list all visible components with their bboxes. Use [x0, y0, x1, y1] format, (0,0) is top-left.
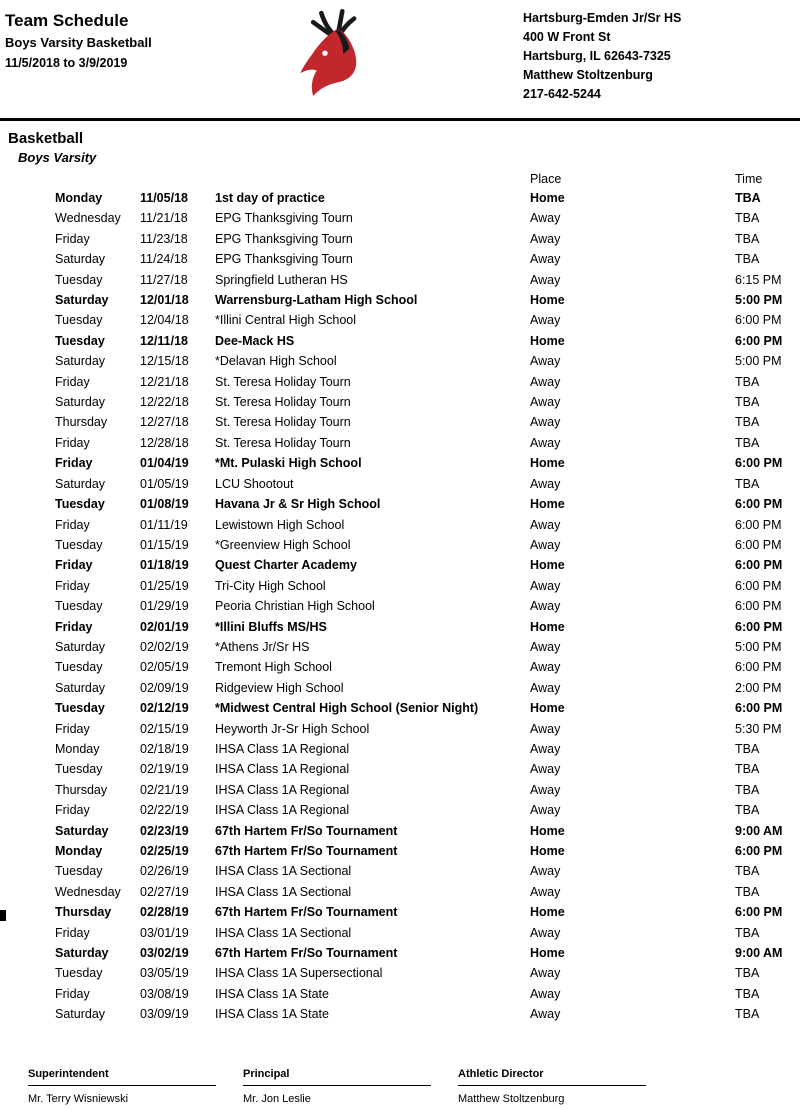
cell-place: Away — [530, 925, 561, 940]
cell-event: *Illini Bluffs MS/HS — [215, 619, 327, 634]
cell-date: 02/22/19 — [140, 803, 189, 818]
cell-place: Away — [530, 680, 561, 695]
cell-time: 6:00 PM — [735, 456, 783, 471]
schedule-row — [55, 841, 795, 861]
cell-place: Away — [530, 435, 561, 450]
schedule-row — [55, 433, 795, 453]
cell-time: 6:00 PM — [735, 497, 783, 512]
cell-day: Friday — [55, 231, 90, 246]
cell-event: Tri-City High School — [215, 578, 326, 593]
cell-day: Friday — [55, 578, 90, 593]
cell-time: TBA — [735, 476, 760, 491]
cell-day: Tuesday — [55, 966, 103, 981]
cell-date: 11/05/18 — [140, 191, 188, 205]
cell-event: IHSA Class 1A Regional — [215, 741, 350, 756]
cell-place: Home — [530, 191, 565, 205]
cell-date: 02/19/19 — [140, 762, 189, 777]
cell-event: *Delavan High School — [215, 354, 337, 369]
cell-event: *Illini Central High School — [215, 313, 357, 328]
cell-time: TBA — [735, 374, 760, 389]
cell-day: Saturday — [55, 823, 109, 838]
cell-time: 6:15 PM — [735, 272, 782, 287]
season-date-range: 11/5/2018 to 3/9/2019 — [5, 56, 128, 70]
cell-time: TBA — [735, 741, 760, 756]
schedule-row — [55, 861, 795, 881]
cell-event: Springfield Lutheran HS — [215, 272, 348, 287]
team-level: Boys Varsity — [18, 150, 97, 165]
cell-day: Tuesday — [55, 272, 103, 287]
cell-day: Saturday — [55, 946, 109, 961]
cell-place: Home — [530, 497, 565, 512]
schedule-row — [55, 719, 795, 739]
cell-date: 11/24/18 — [140, 252, 188, 267]
cell-place: Home — [530, 823, 565, 838]
cell-place: Away — [530, 966, 561, 981]
cell-place: Away — [530, 741, 561, 756]
cell-time: TBA — [735, 884, 760, 899]
schedule-row — [55, 555, 795, 575]
cell-date: 03/01/19 — [140, 925, 189, 940]
cell-event: EPG Thanksgiving Tourn — [215, 211, 353, 226]
schedule-row — [55, 453, 795, 473]
schedule-row — [55, 351, 795, 371]
schedule-row — [55, 515, 795, 535]
cell-event: *Mt. Pulaski High School — [215, 456, 362, 471]
cell-time: 6:00 PM — [735, 537, 782, 552]
cell-event: EPG Thanksgiving Tourn — [215, 231, 353, 246]
schedule-row — [55, 290, 795, 310]
cell-time: 6:00 PM — [735, 313, 782, 328]
cell-place: Away — [530, 537, 561, 552]
cell-date: 01/05/19 — [140, 476, 189, 491]
cell-date: 12/04/18 — [140, 313, 189, 328]
schedule-row — [55, 331, 795, 351]
cell-date: 02/05/19 — [140, 660, 189, 675]
contact-phone: 217-642-5244 — [523, 87, 601, 101]
schedule-row — [55, 208, 795, 228]
cell-event: Warrensburg-Latham High School — [215, 293, 418, 308]
schedule-row — [55, 310, 795, 330]
cell-place: Away — [530, 1007, 561, 1022]
cell-event: IHSA Class 1A Sectional — [215, 864, 352, 879]
cell-event: 67th Hartem Fr/So Tournament — [215, 844, 398, 858]
cell-date: 12/21/18 — [140, 374, 189, 389]
page-header — [0, 0, 800, 118]
cell-day: Tuesday — [55, 864, 103, 879]
cell-event: IHSA Class 1A Sectional — [215, 884, 352, 899]
cell-date: 01/08/19 — [140, 497, 189, 512]
cell-date: 02/12/19 — [140, 701, 189, 716]
cell-date: 01/29/19 — [140, 599, 189, 614]
header-divider — [0, 118, 800, 121]
schedule-row — [55, 596, 795, 616]
schedule-row — [55, 923, 795, 943]
cell-event: Quest Charter Academy — [215, 558, 357, 573]
report-title: Team Schedule — [5, 11, 129, 30]
cell-day: Friday — [55, 456, 93, 471]
cell-time: TBA — [735, 986, 760, 1001]
cell-day: Tuesday — [55, 599, 103, 614]
schedule-row — [55, 270, 795, 290]
cell-event: 67th Hartem Fr/So Tournament — [215, 905, 398, 920]
cell-event: Heyworth Jr-Sr High School — [215, 721, 370, 736]
cell-time: 6:00 PM — [735, 905, 783, 920]
cell-day: Thursday — [55, 905, 112, 920]
cell-event: 1st day of practice — [215, 191, 325, 205]
cell-event: IHSA Class 1A State — [215, 986, 329, 1001]
cell-date: 03/08/19 — [140, 986, 189, 1001]
signatory-title: Athletic Director — [458, 1068, 646, 1086]
cell-place: Away — [530, 374, 561, 389]
cell-date: 11/27/18 — [140, 272, 188, 287]
cell-time: TBA — [735, 231, 760, 246]
cell-time: 6:00 PM — [735, 844, 783, 858]
cell-date: 12/11/18 — [140, 333, 188, 348]
cell-day: Friday — [55, 986, 90, 1001]
schedule-row — [55, 637, 795, 657]
cell-day: Saturday — [55, 354, 106, 369]
cell-event: *Athens Jr/Sr HS — [215, 639, 310, 654]
cell-event: 67th Hartem Fr/So Tournament — [215, 823, 398, 838]
cell-place: Away — [530, 476, 561, 491]
cell-day: Tuesday — [55, 497, 105, 512]
cell-day: Tuesday — [55, 537, 103, 552]
cell-time: 5:00 PM — [735, 293, 783, 308]
cell-place: Home — [530, 905, 565, 920]
signatory-title: Superintendent — [28, 1068, 216, 1086]
cell-event: Ridgeview High School — [215, 680, 344, 695]
cell-day: Saturday — [55, 680, 106, 695]
schedule-row — [55, 188, 795, 208]
cell-event: IHSA Class 1A Supersectional — [215, 966, 383, 981]
cell-date: 02/15/19 — [140, 721, 189, 736]
cell-day: Saturday — [55, 1007, 106, 1022]
signatory-name: Mr. Terry Wisniewski — [28, 1093, 129, 1105]
cell-time: 6:00 PM — [735, 578, 782, 593]
cell-event: St. Teresa Holiday Tourn — [215, 374, 351, 389]
signatory-block — [243, 1068, 431, 1105]
cell-date: 03/05/19 — [140, 966, 189, 981]
cell-place: Away — [530, 252, 561, 267]
schedule-row — [55, 963, 795, 983]
stag-mascot-logo — [290, 7, 380, 118]
cell-date: 02/28/19 — [140, 905, 189, 920]
cell-day: Tuesday — [55, 333, 105, 348]
cell-date: 02/27/19 — [140, 884, 189, 899]
cell-day: Friday — [55, 803, 90, 818]
cell-event: IHSA Class 1A Regional — [215, 782, 350, 797]
schedule-row — [55, 1004, 795, 1024]
cell-time: TBA — [735, 415, 760, 430]
cell-time: 6:00 PM — [735, 660, 782, 675]
cell-day: Monday — [55, 191, 103, 205]
cell-date: 01/04/19 — [140, 456, 189, 471]
schedule-row — [55, 943, 795, 963]
cell-day: Monday — [55, 844, 103, 858]
date-column-header — [140, 171, 215, 188]
cell-event: IHSA Class 1A Sectional — [215, 925, 352, 940]
signatory-name: Mr. Jon Leslie — [243, 1093, 311, 1105]
cell-date: 12/27/18 — [140, 415, 189, 430]
cell-place: Home — [530, 333, 565, 348]
cell-place: Away — [530, 884, 561, 899]
event-column-header — [215, 171, 530, 188]
signatory-title: Principal — [243, 1068, 431, 1086]
schedule-row — [55, 739, 795, 759]
cell-date: 02/26/19 — [140, 864, 189, 879]
cell-time: 6:00 PM — [735, 558, 783, 573]
cell-place: Away — [530, 395, 561, 410]
schedule-row — [55, 392, 795, 412]
cell-event: Havana Jr & Sr High School — [215, 497, 381, 512]
school-name: Hartsburg-Emden Jr/Sr HS — [523, 11, 682, 25]
cell-place: Home — [530, 456, 565, 471]
cell-place: Away — [530, 272, 561, 287]
cell-day: Friday — [55, 517, 90, 532]
cell-time: TBA — [735, 925, 760, 940]
schedule-header-row — [55, 171, 795, 188]
signatory-name: Matthew Stoltzenburg — [458, 1093, 565, 1105]
cell-day: Tuesday — [55, 313, 103, 328]
cell-date: 11/21/18 — [140, 211, 188, 226]
cell-date: 02/09/19 — [140, 680, 189, 695]
cell-place: Away — [530, 639, 561, 654]
cell-place: Away — [530, 578, 561, 593]
cell-event: Peoria Christian High School — [215, 599, 375, 614]
signatory-block — [458, 1068, 646, 1105]
school-address-line2: Hartsburg, IL 62643-7325 — [523, 49, 671, 63]
cell-time: 6:00 PM — [735, 619, 783, 634]
cell-time: 6:00 PM — [735, 599, 782, 614]
cell-day: Friday — [55, 619, 93, 634]
cell-place: Away — [530, 986, 561, 1001]
schedule-row — [55, 984, 795, 1004]
schedule-body — [55, 188, 795, 1025]
cell-place: Away — [530, 782, 561, 797]
cell-place: Away — [530, 415, 561, 430]
cell-place: Away — [530, 354, 561, 369]
cell-time: TBA — [735, 864, 760, 879]
cell-date: 01/15/19 — [140, 537, 189, 552]
cell-day: Thursday — [55, 415, 108, 430]
cell-place: Home — [530, 293, 565, 308]
schedule-row — [55, 494, 795, 514]
cell-time: 5:00 PM — [735, 639, 782, 654]
cell-event: Dee-Mack HS — [215, 333, 295, 348]
cell-day: Friday — [55, 374, 90, 389]
cell-event: EPG Thanksgiving Tourn — [215, 252, 353, 267]
cell-place: Away — [530, 721, 561, 736]
schedule-row — [55, 229, 795, 249]
cell-day: Wednesday — [55, 884, 121, 899]
cell-date: 11/23/18 — [140, 231, 188, 246]
schedule-row — [55, 882, 795, 902]
cell-time: 6:00 PM — [735, 517, 782, 532]
schedule-row — [55, 576, 795, 596]
cell-day: Friday — [55, 435, 90, 450]
schedule-row — [55, 902, 795, 922]
time-column-header: Time — [735, 172, 763, 186]
cell-event: Tremont High School — [215, 660, 332, 675]
cell-day: Monday — [55, 741, 100, 756]
cell-time: TBA — [735, 395, 760, 410]
cell-place: Home — [530, 946, 565, 961]
cell-time: TBA — [735, 211, 760, 226]
cell-time: TBA — [735, 803, 760, 818]
signatory-block — [28, 1068, 216, 1105]
cell-time: TBA — [735, 252, 760, 267]
cell-date: 01/11/19 — [140, 517, 188, 532]
cell-event: *Midwest Central High School (Senior Night) — [215, 701, 479, 716]
cell-day: Friday — [55, 558, 93, 573]
place-column-header: Place — [530, 172, 562, 186]
cell-place: Away — [530, 599, 561, 614]
schedule-row — [55, 249, 795, 269]
cell-event: *Greenview High School — [215, 537, 351, 552]
cell-day: Tuesday — [55, 660, 103, 675]
cell-date: 01/18/19 — [140, 558, 189, 573]
cell-place: Home — [530, 619, 565, 634]
schedule-row — [55, 780, 795, 800]
cell-day: Saturday — [55, 395, 106, 410]
cell-day: Saturday — [55, 252, 106, 267]
cell-date: 03/02/19 — [140, 946, 189, 961]
schedule-row — [55, 698, 795, 718]
team-name: Boys Varsity Basketball — [5, 35, 152, 50]
day-column-header — [55, 171, 140, 188]
cell-place: Away — [530, 864, 561, 879]
cell-day: Thursday — [55, 782, 108, 797]
cell-place: Home — [530, 844, 565, 858]
cell-place: Home — [530, 701, 565, 716]
cell-time: TBA — [735, 762, 760, 777]
cell-place: Away — [530, 517, 561, 532]
cell-date: 12/28/18 — [140, 435, 189, 450]
cell-time: TBA — [735, 435, 760, 450]
schedule-row — [55, 821, 795, 841]
cell-day: Saturday — [55, 639, 106, 654]
cell-day: Friday — [55, 721, 90, 736]
cell-event: IHSA Class 1A Regional — [215, 762, 350, 777]
cell-day: Saturday — [55, 476, 106, 491]
schedule-row — [55, 657, 795, 677]
cell-date: 02/25/19 — [140, 844, 189, 858]
school-address-line1: 400 W Front St — [523, 30, 611, 44]
cell-time: 6:00 PM — [735, 701, 783, 716]
cell-place: Away — [530, 313, 561, 328]
cell-day: Wednesday — [55, 211, 121, 226]
schedule-row — [55, 759, 795, 779]
cell-day: Tuesday — [55, 762, 103, 777]
cell-time: TBA — [735, 1007, 760, 1022]
cell-event: St. Teresa Holiday Tourn — [215, 415, 351, 430]
schedule-table — [55, 171, 795, 1025]
cell-time: 9:00 AM — [735, 946, 783, 961]
contact-name: Matthew Stoltzenburg — [523, 68, 653, 82]
sport-section — [0, 129, 800, 166]
cell-time: 6:00 PM — [735, 333, 783, 348]
cell-date: 01/25/19 — [140, 578, 189, 593]
schedule-row — [55, 800, 795, 820]
cell-event: IHSA Class 1A State — [215, 1007, 329, 1022]
cell-place: Away — [530, 803, 561, 818]
cell-date: 03/09/19 — [140, 1007, 189, 1022]
scan-artifact — [0, 910, 6, 921]
cell-event: Lewistown High School — [215, 517, 345, 532]
cell-place: Away — [530, 231, 561, 246]
cell-time: 2:00 PM — [735, 680, 782, 695]
cell-date: 12/22/18 — [140, 395, 189, 410]
cell-place: Away — [530, 211, 561, 226]
schedule-row — [55, 617, 795, 637]
schedule-row — [55, 474, 795, 494]
cell-time: 5:30 PM — [735, 721, 782, 736]
cell-time: TBA — [735, 966, 760, 981]
cell-time: 5:00 PM — [735, 354, 782, 369]
cell-date: 02/18/19 — [140, 741, 189, 756]
cell-time: 9:00 AM — [735, 823, 783, 838]
cell-event: St. Teresa Holiday Tourn — [215, 395, 351, 410]
schedule-row — [55, 535, 795, 555]
sport-title: Basketball — [8, 130, 84, 147]
cell-place: Home — [530, 558, 565, 573]
cell-date: 12/01/18 — [140, 293, 189, 308]
schedule-row — [55, 678, 795, 698]
cell-event: IHSA Class 1A Regional — [215, 803, 350, 818]
header-left — [5, 7, 290, 118]
cell-day: Tuesday — [55, 701, 105, 716]
school-info — [523, 7, 800, 118]
cell-place: Away — [530, 762, 561, 777]
cell-date: 12/15/18 — [140, 354, 189, 369]
page-footer — [28, 1068, 646, 1105]
schedule-row — [55, 412, 795, 432]
cell-event: St. Teresa Holiday Tourn — [215, 435, 351, 450]
cell-day: Saturday — [55, 293, 109, 308]
cell-place: Away — [530, 660, 561, 675]
cell-date: 02/01/19 — [140, 619, 189, 634]
cell-event: 67th Hartem Fr/So Tournament — [215, 946, 398, 961]
cell-date: 02/21/19 — [140, 782, 189, 797]
cell-event: LCU Shootout — [215, 476, 294, 491]
cell-date: 02/02/19 — [140, 639, 189, 654]
cell-time: TBA — [735, 191, 761, 205]
cell-day: Friday — [55, 925, 90, 940]
cell-date: 02/23/19 — [140, 823, 189, 838]
schedule-row — [55, 372, 795, 392]
cell-time: TBA — [735, 782, 760, 797]
